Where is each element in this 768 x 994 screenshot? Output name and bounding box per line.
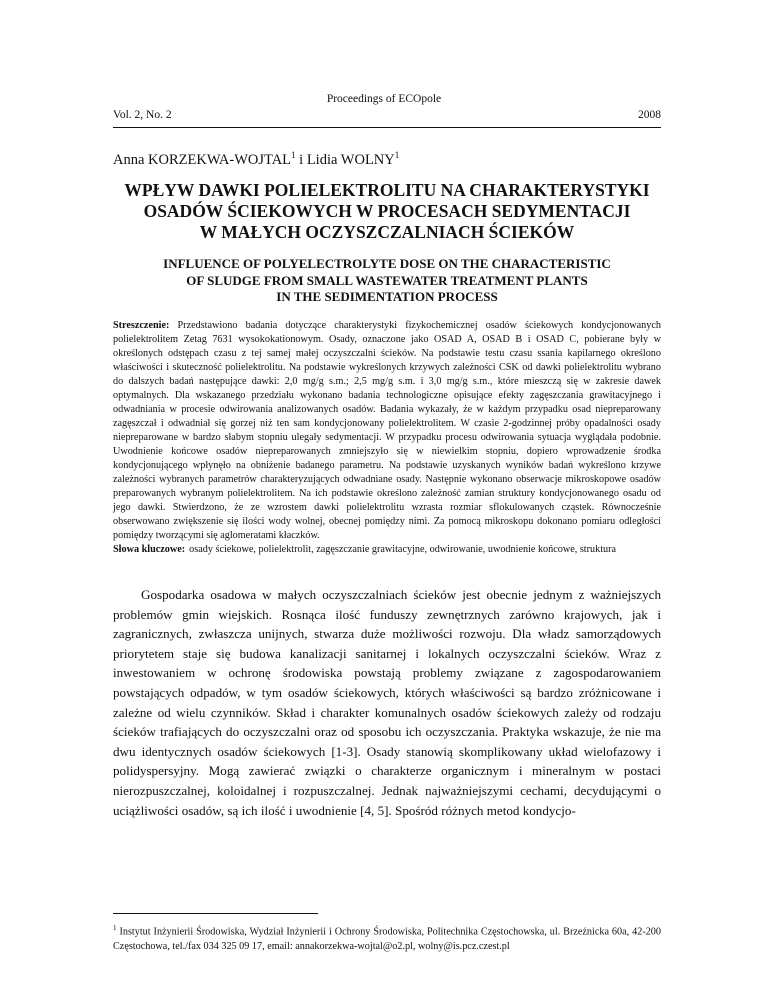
title-line: OSADÓW ŚCIEKOWYCH W PROCESACH SEDYMENTACJI (143, 201, 631, 221)
keywords-label: Słowa kluczowe: (113, 544, 186, 555)
author-connector: i (295, 151, 307, 168)
keywords-text: osady ściekowe, polielektrolit, zagęszczanie grawitacyjne, odwirowanie, uwodnienie końcowe, struktura (189, 544, 617, 555)
title-line: OF SLUDGE FROM SMALL WASTEWATER TREATMENT PLANTS (186, 272, 588, 288)
title-line: INFLUENCE OF POLYELECTROLYTE DOSE ON THE CHARACTERISTIC (163, 256, 611, 271)
running-header (113, 109, 661, 121)
paper-title-english (113, 256, 661, 306)
abstract-label: Streszczenie: (113, 320, 170, 331)
author-name: Lidia WOLNY (306, 151, 395, 168)
header-divider (113, 127, 661, 128)
footnote (113, 921, 661, 954)
paper-title-polish (113, 180, 661, 243)
volume-label: Vol. 2, No. 2 (113, 109, 172, 121)
affiliation-marker: 1 (291, 150, 296, 160)
affiliation-marker: 1 (394, 150, 400, 160)
abstract (113, 319, 661, 543)
footnote-marker: 1 (113, 924, 117, 932)
proceedings-title: Proceedings of ECOpole (326, 93, 442, 105)
author-line (113, 150, 399, 169)
abstract-text: Przedstawiono badania dotyczące charakterystyki fizykochemicznej osadów ściekowych kondycjonowanych polielektrolitem Zetag 7631 wysokokationowym. Osady, oznaczone jako OSAD A, OSAD B i OSAD C, pobierane były w określonych odstępach czasu z tej samej małej oczyszczalni ścieków. Na podstawie testu czasu ssania kapilarnego określono właściwości i skuteczność polielektrolitu. Na podstawie wykreślonych krzywych zależności CSK od dawki polielektrolitu wybrano do dalszych badań następujące dawki: 2,0 mg/g s.m.; 2,5 mg/g s.m. i 3,0 mg/g s.m., które mieszczą się w zakresie dawek optymalnych. Dla wskazanego przedziału wykonano badania technologiczne opisujące efekty zagęszczania grawitacyjnego i odwadniania w procesie odwirowania analizowanych osadów. Badania wykazały, że w każdym przypadku osad niepreparowany zagęszczał i odwadniał się gorzej niż ten sam kondycjonowany polielektrolitem. W czasie 2-godzinnej próby opadalności osady niepreparowane w bardzo słabym stopniu ulegały sedymentacji. W przypadku procesu odwirowania sytuacja wyglądała podobnie. Uwodnienie końcowe osadów niepreparowanych zmniejszyło się w niewielkim stopniu, dopiero wprowadzenie środka kondycjonującego wpłynęło na obniżenie badanego parametru. Na podstawie uzyskanych wyników badań wykreślono krzywe zależności wybranych parametrów charakteryzujących odwadniane osady. Następnie wykonano obserwacje mikroskopowe osadów preparowanych wybranym polielektrolitem. Na ich podstawie określono zależność zamian struktury kondycjonowanego osadu od jego dawki. Stwierdzono, że ze wzrostem dawki polielektrolitu wzrasta rozmiar sflokulowanych cząstek. Równocześnie obserwowano zwiększenie się ilości wody wolnej, obecnej pomiędzy nimi. Za pomocą mikroskopu dokonano pomiaru odległości pomiędzy tworzącymi się aglomeratami kłaczków. (113, 320, 661, 541)
footnote-divider (113, 913, 318, 914)
title-line: WPŁYW DAWKI POLIELEKTROLITU NA CHARAKTERYSTYKI (124, 180, 650, 200)
title-line: IN THE SEDIMENTATION PROCESS (276, 289, 498, 304)
footnote-text: Instytut Inżynierii Środowiska, Wydział Inżynierii i Ochrony Środowiska, Politechnika Częstochowska, ul. Brzeźnicka 60a, 42-200 Częstochowa, tel./fax 034 325 09 17, email: annakorzekwa-wojtal@o2.pl, wolny@is.pcz.czest.pl (113, 926, 661, 952)
year-label: 2008 (638, 109, 661, 121)
body-paragraph: Gospodarka osadowa w małych oczyszczalniach ścieków jest obecnie jednym z ważniejszych problemów gmin wiejskich. Rosnąca ilość funduszy zewnętrznych zarówno krajowych, jak i zagranicznych, zwłaszcza unijnych, stwarza duże możliwości rozwoju. Dla władz samorządowych priorytetem staje się budowa kanalizacji sanitarnej i lokalnych oczyszczalni ścieków. Wraz z inwestowaniem w ochronę środowiska powstają problemy związane z zagospodarowaniem powstających odpadów, w tym osadów ściekowych, których właściwości są bardzo zróżnicowane i zależne od wielu czynników. Skład i charakter komunalnych osadów ściekowych zależy od rodzaju ścieków trafiających do oczyszczalni oraz od sposobu ich oczyszczania. Praktyka wskazuje, że nie ma dwu identycznych osadów ściekowych [1-3]. Osady stanowią skomplikowany układ wielofazowy i polidyspersyjny. Mogą zawierać związki o charakterze organicznym i mineralnym w postaci nierozpuszczalnej, koloidalnej i rozpuszczalnej. Jednak najważniejszymi cechami, decydującymi o uciążliwości osadów, są ich ilość i uwodnienie [4, 5]. Spośród różnych metod kondycjo- (113, 587, 661, 818)
keywords (113, 543, 661, 557)
author-name: Anna KORZEKWA-WOJTAL (113, 151, 292, 168)
title-line: W MAŁYCH OCZYSZCZALNIACH ŚCIEKÓW (199, 222, 575, 242)
